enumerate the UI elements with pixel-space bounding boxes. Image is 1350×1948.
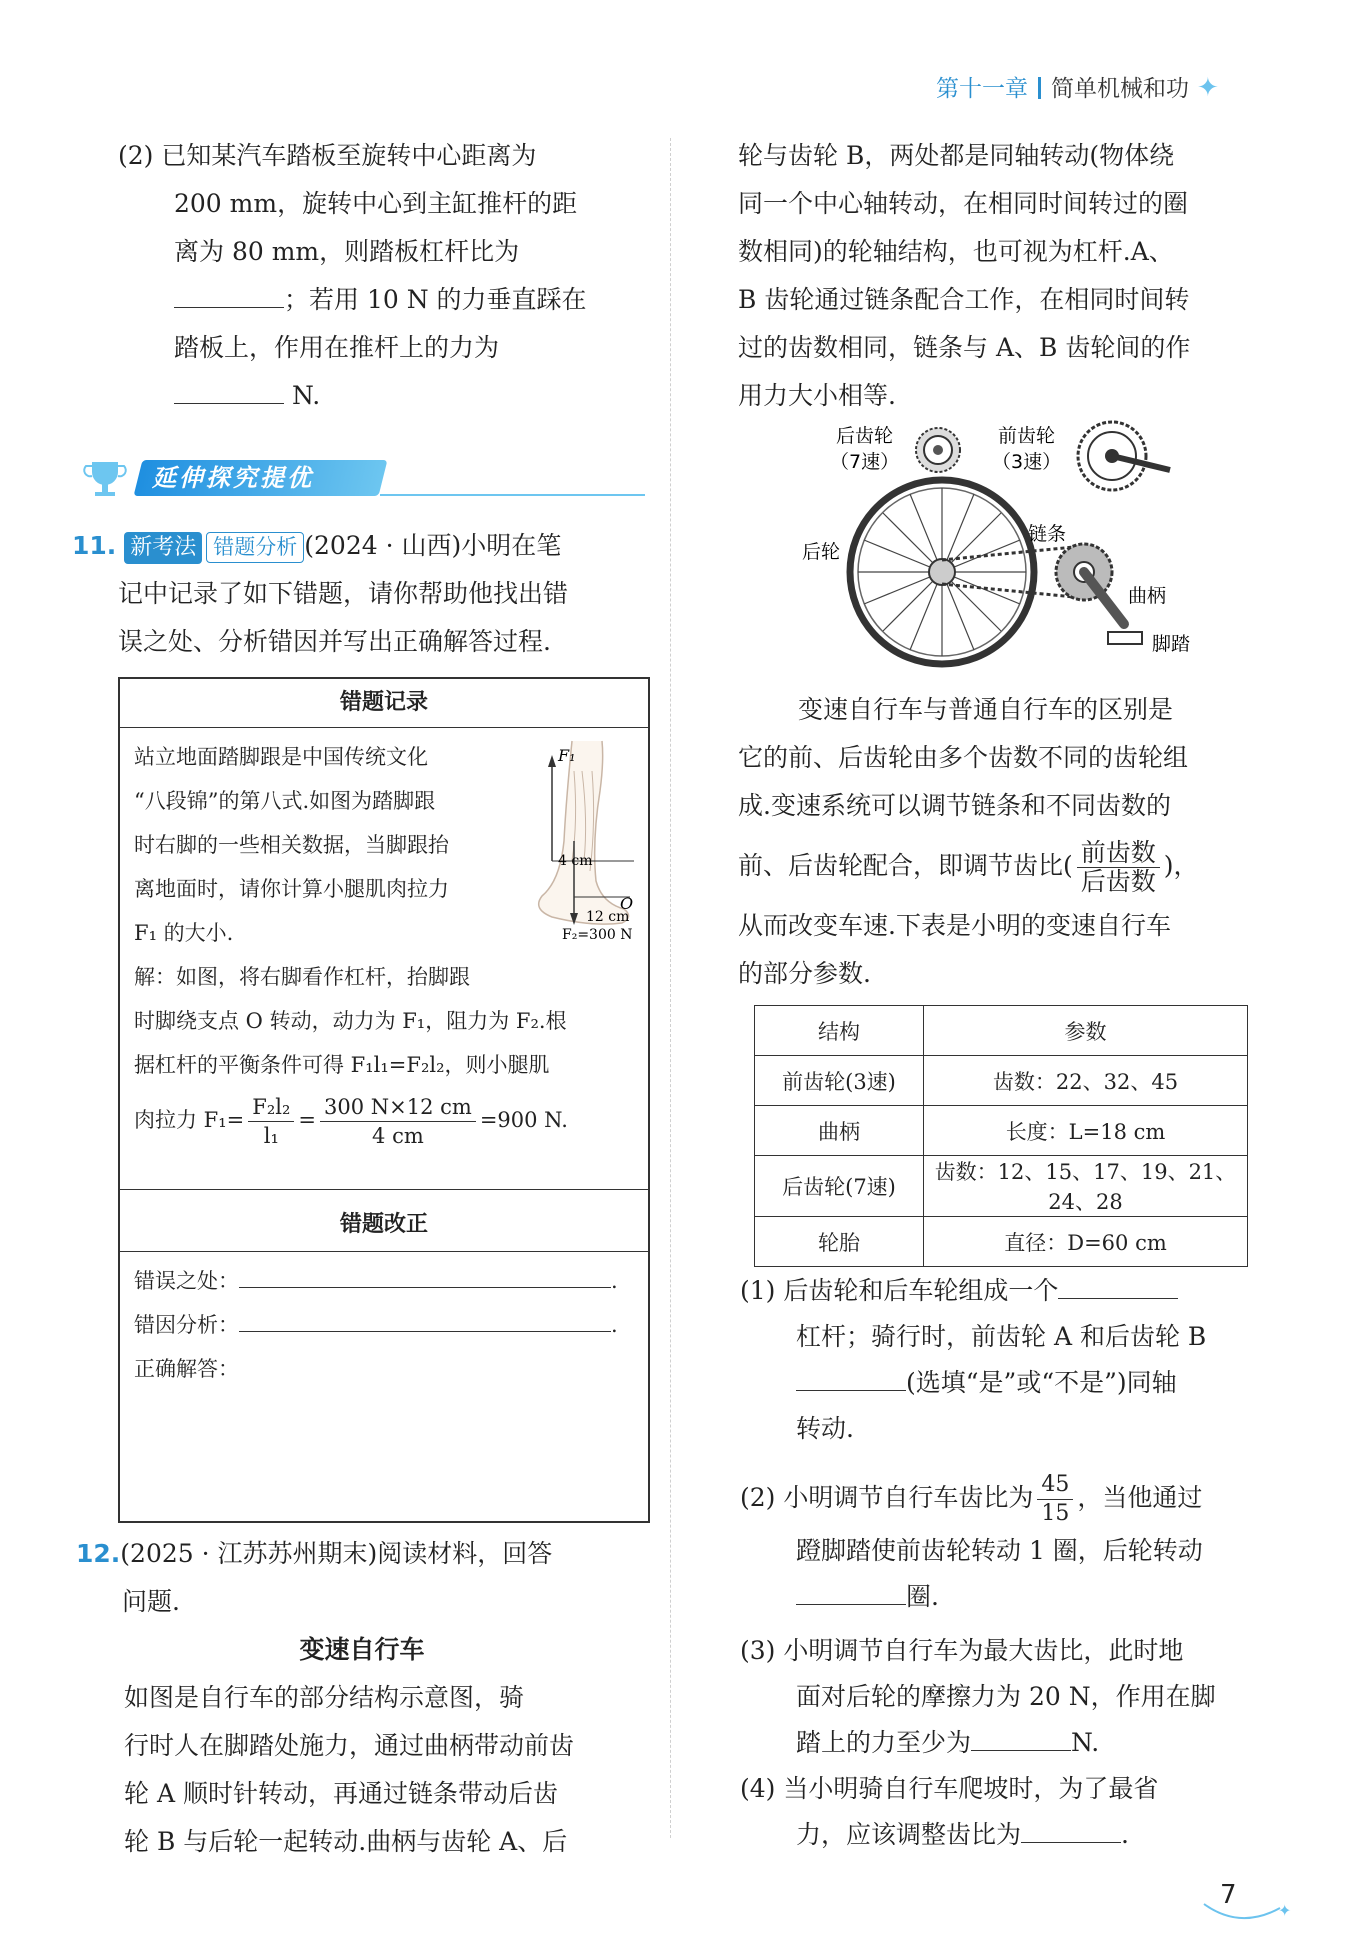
trophy-icon <box>80 456 130 500</box>
article-line: 成.变速系统可以调节链条和不同齿数的 <box>738 791 1171 820</box>
fraction-denominator: 后齿数 <box>1080 867 1156 896</box>
fix-label: 正确解答： <box>134 1357 239 1381</box>
article-line: 轮 A 顺时针转动，再通过链条带动后齿 <box>124 1779 558 1808</box>
error-analysis-tag: 错题分析 <box>206 532 304 563</box>
q12-sub2 <box>740 1468 1266 1620</box>
sub-line: 后齿轮和后车轮组成一个 <box>783 1276 1059 1305</box>
sub-line: 面对后轮的摩擦力为 20 N，作用在脚 <box>796 1682 1216 1711</box>
article-line: B 齿轮通过链条配合工作，在相同时间转 <box>738 285 1190 314</box>
box-rule <box>120 727 648 728</box>
sub-label: (4) <box>740 1774 776 1803</box>
label-o: O <box>620 894 634 913</box>
sub-line: 杠杆；骑行时，前齿轮 A 和后齿轮 B <box>796 1322 1207 1351</box>
fraction-denominator: l₁ <box>263 1124 279 1148</box>
answer-blank[interactable] <box>174 373 284 404</box>
fraction-numerator: 45 <box>1037 1471 1073 1500</box>
article-title: 变速自行车 <box>299 1635 425 1664</box>
label-chain: 链条 <box>1028 523 1067 545</box>
sub-line: . <box>1121 1820 1129 1849</box>
article-line: 的部分参数. <box>738 959 871 988</box>
q12-sub3 <box>740 1628 1266 1766</box>
bicycle-figure <box>790 420 1250 670</box>
formula-prefix: 肉拉力 F₁= <box>134 1108 245 1132</box>
sub-line: 转动. <box>796 1414 854 1443</box>
sub-line: 小明调节自行车齿比为 <box>783 1483 1034 1512</box>
error-cause-input[interactable] <box>239 1307 611 1332</box>
sub-line: 踏上的力至少为 <box>796 1728 972 1757</box>
table-cell: 曲柄 <box>755 1106 924 1156</box>
sub-label: (2) <box>740 1483 776 1512</box>
q11-number: 11. <box>72 531 117 560</box>
sub-line: 当小明骑自行车爬坡时，为了最省 <box>783 1774 1159 1803</box>
ratio-prefix: 前、后齿轮配合，即调节齿比( <box>738 851 1073 880</box>
q12-line: (2025 · 江苏苏州期末)阅读材料，回答 <box>120 1539 553 1568</box>
sub-label: (1) <box>740 1276 776 1305</box>
header-separator <box>1038 77 1041 99</box>
q12-number: 12. <box>76 1539 121 1568</box>
sparkle-icon: ✦ <box>1197 73 1219 103</box>
page-number: 7 <box>1220 1880 1237 1910</box>
fraction-numerator: 前齿数 <box>1077 839 1160 868</box>
fraction-denominator: 15 <box>1041 1501 1070 1526</box>
box-rule <box>120 1189 648 1190</box>
error-location-input[interactable] <box>239 1263 611 1288</box>
column-divider <box>670 138 672 1838</box>
article-line: 轮 B 与后轮一起转动.曲柄与齿轮 A、后 <box>124 1827 568 1856</box>
table-cell: 长度：L=18 cm <box>924 1106 1248 1156</box>
article-line: 变速自行车与普通自行车的区别是 <box>798 695 1174 724</box>
table-cell: 前齿轮(3速) <box>755 1056 924 1106</box>
q10-line: N. <box>291 381 321 410</box>
answer-blank[interactable] <box>796 1574 906 1605</box>
error-fix-area: 错误之处： . 错因分析： . 正确解答： <box>134 1259 634 1391</box>
q11-line: 记中记录了如下错题，请你帮助他找出错 <box>118 579 569 608</box>
q10-line: 200 mm，旋转中心到主缸推杆的距 <box>174 189 578 218</box>
error-problem-text <box>134 735 524 955</box>
table-row <box>755 1106 1248 1156</box>
label-front-gear: 前齿轮 <box>998 425 1056 447</box>
box-rule <box>120 1251 648 1252</box>
table-cell: 直径：D=60 cm <box>924 1217 1248 1267</box>
answer-blank[interactable] <box>796 1360 906 1391</box>
sub-line: ，当他通过 <box>1077 1483 1203 1512</box>
problem-line: 站立地面踏脚跟是中国传统文化 <box>134 745 428 769</box>
fix-label: 错误之处： <box>134 1269 239 1293</box>
formula-result: =900 N. <box>479 1108 568 1132</box>
error-record-header: 错题记录 <box>339 690 428 715</box>
chapter-header <box>936 70 1219 103</box>
ratio-suffix: )， <box>1163 851 1199 880</box>
formula-fraction <box>248 1093 294 1150</box>
sub-line: (选填“是”或“不是”)同轴 <box>906 1368 1177 1397</box>
article-line: 用力大小相等. <box>738 381 896 410</box>
label-front-speed: （3速） <box>992 451 1062 473</box>
sub-line: 圈. <box>906 1582 939 1611</box>
fraction-numerator: F₂l₂ <box>248 1093 294 1122</box>
table-row <box>755 1056 1248 1106</box>
article-line: 轮与齿轮 B，两处都是同轴转动(物体绕 <box>738 141 1175 170</box>
label-f1: F₁ <box>558 746 576 765</box>
new-method-tag: 新考法 <box>124 532 202 564</box>
label-4cm: 4 cm <box>558 853 593 869</box>
label-crank: 曲柄 <box>1128 585 1167 607</box>
q10-part2-label: (2) <box>118 141 154 170</box>
label-rear-gear: 后齿轮 <box>836 425 894 447</box>
answer-blank[interactable] <box>971 1720 1071 1751</box>
gear-ratio-fraction <box>1077 839 1160 896</box>
answer-blank[interactable] <box>174 277 284 308</box>
rear-wheel-icon <box>850 480 1034 664</box>
q12-left <box>76 1530 648 1866</box>
sub-label: (3) <box>740 1636 776 1665</box>
q12-para2 <box>738 686 1264 998</box>
problem-line: “八段锦”的第八式.如图为踏脚跟 <box>134 789 436 813</box>
banner-title: 延伸探究提优 <box>152 464 314 492</box>
table-row <box>755 1217 1248 1267</box>
page-number-arc <box>1200 1890 1290 1926</box>
q10-line: 已知某汽车踏板至旋转中心距离为 <box>161 141 537 170</box>
ratio-line <box>738 830 1264 902</box>
solution-line: 据杠杆的平衡条件可得 F₁l₁=F₂l₂，则小腿肌 <box>134 1053 550 1077</box>
article-line: 数相同)的轮轴结构，也可视为杠杆.A、 <box>738 237 1174 266</box>
bike-parameters-table <box>754 1005 1248 1267</box>
article-line: 过的齿数相同，链条与 A、B 齿轮间的作 <box>738 333 1191 362</box>
pedal-icon <box>1108 632 1142 644</box>
article-line: 同一个中心轴转动，在相同时间转过的圈 <box>738 189 1189 218</box>
error-record-box <box>118 677 650 1523</box>
foot-lever-figure <box>512 731 646 941</box>
q10-line: 离为 80 mm，则踏板杠杆比为 <box>174 237 520 266</box>
q12-sub4 <box>740 1766 1266 1858</box>
label-12cm: 12 cm <box>586 909 630 925</box>
solution-line: 时脚绕支点 O 转动，动力为 F₁，阻力为 F₂.根 <box>134 1009 567 1033</box>
q11-line: 误之处、分析错因并写出正确解答过程. <box>118 627 551 656</box>
label-f2: F₂=300 N <box>562 927 633 943</box>
problem-line: 离地面时，请你计算小腿肌肉拉力 <box>134 877 449 901</box>
q12-sub1 <box>740 1268 1266 1452</box>
banner-rule <box>380 494 645 496</box>
table-row <box>755 1156 1248 1217</box>
q11-line: (2024 · 山西)小明在笔 <box>304 531 562 560</box>
ratio-fraction <box>1037 1471 1073 1528</box>
solution-formula: 肉拉力 F₁= $\frac{\text{F₂l₂}}{\text{l₁}}$ = $\frac{300 N\times 12 cm}{4 cm}$ =900 N. <box>134 1095 568 1148</box>
chapter-title: 简单机械和功 <box>1051 76 1189 102</box>
q11-intro <box>72 522 648 666</box>
error-solution-text <box>134 955 634 1150</box>
q10-part2 <box>118 132 648 420</box>
label-rear-wheel: 后轮 <box>802 541 841 563</box>
label-pedal: 脚踏 <box>1152 633 1191 655</box>
correct-solution-area[interactable] <box>134 1391 632 1511</box>
article-line: 从而改变车速.下表是小明的变速自行车 <box>738 911 1171 940</box>
chapter-number: 第十一章 <box>936 76 1028 102</box>
rear-gear-icon <box>916 428 960 472</box>
sub-line: 小明调节自行车为最大齿比，此时地 <box>783 1636 1184 1665</box>
formula-fraction <box>320 1093 476 1150</box>
table-cell: 后齿轮(7速) <box>755 1156 924 1217</box>
fraction-numerator: 300 N×12 cm <box>320 1093 476 1122</box>
table-cell: 轮胎 <box>755 1217 924 1267</box>
problem-line: 时右脚的一些相关数据，当脚跟抬 <box>134 833 449 857</box>
q10-line: ；若用 10 N 的力垂直踩在 <box>284 285 587 314</box>
article-line: 行时人在脚踏处施力，通过曲柄带动前齿 <box>124 1731 575 1760</box>
article-line: 它的前、后齿轮由多个齿数不同的齿轮组 <box>738 743 1189 772</box>
table-header-cell: 结构 <box>755 1006 924 1056</box>
table-header-row <box>755 1006 1248 1056</box>
front-gear-icon <box>1078 422 1170 490</box>
answer-blank[interactable] <box>1058 1268 1178 1299</box>
table-cell: 齿数：22、32、45 <box>924 1056 1248 1106</box>
solution-line: 解：如图，将右脚看作杠杆，抬脚跟 <box>134 965 470 989</box>
q12-line: 问题. <box>122 1587 180 1616</box>
fix-label: 错因分析： <box>134 1313 239 1337</box>
sub-line: N. <box>1071 1728 1100 1757</box>
table-header-cell: 参数 <box>924 1006 1248 1056</box>
fraction-denominator: 4 cm <box>372 1124 424 1148</box>
label-rear-speed: （7速） <box>830 451 900 473</box>
answer-blank[interactable] <box>1021 1812 1121 1843</box>
q12-article-cont <box>738 132 1264 420</box>
sub-line: 力，应该调整齿比为 <box>796 1820 1022 1849</box>
svg-text:✦: ✦ <box>1278 1901 1292 1920</box>
q10-line: 踏板上，作用在推杆上的力为 <box>174 333 500 362</box>
sub-line: 蹬脚踏使前齿轮转动 1 圈，后轮转动 <box>796 1536 1203 1565</box>
section-banner <box>80 456 645 500</box>
article-line: 如图是自行车的部分结构示意图，骑 <box>124 1683 525 1712</box>
table-cell: 齿数：12、15、17、19、21、24、28 <box>924 1156 1248 1217</box>
problem-line: F₁ 的大小. <box>134 921 234 945</box>
error-fix-header: 错题改正 <box>339 1212 428 1237</box>
